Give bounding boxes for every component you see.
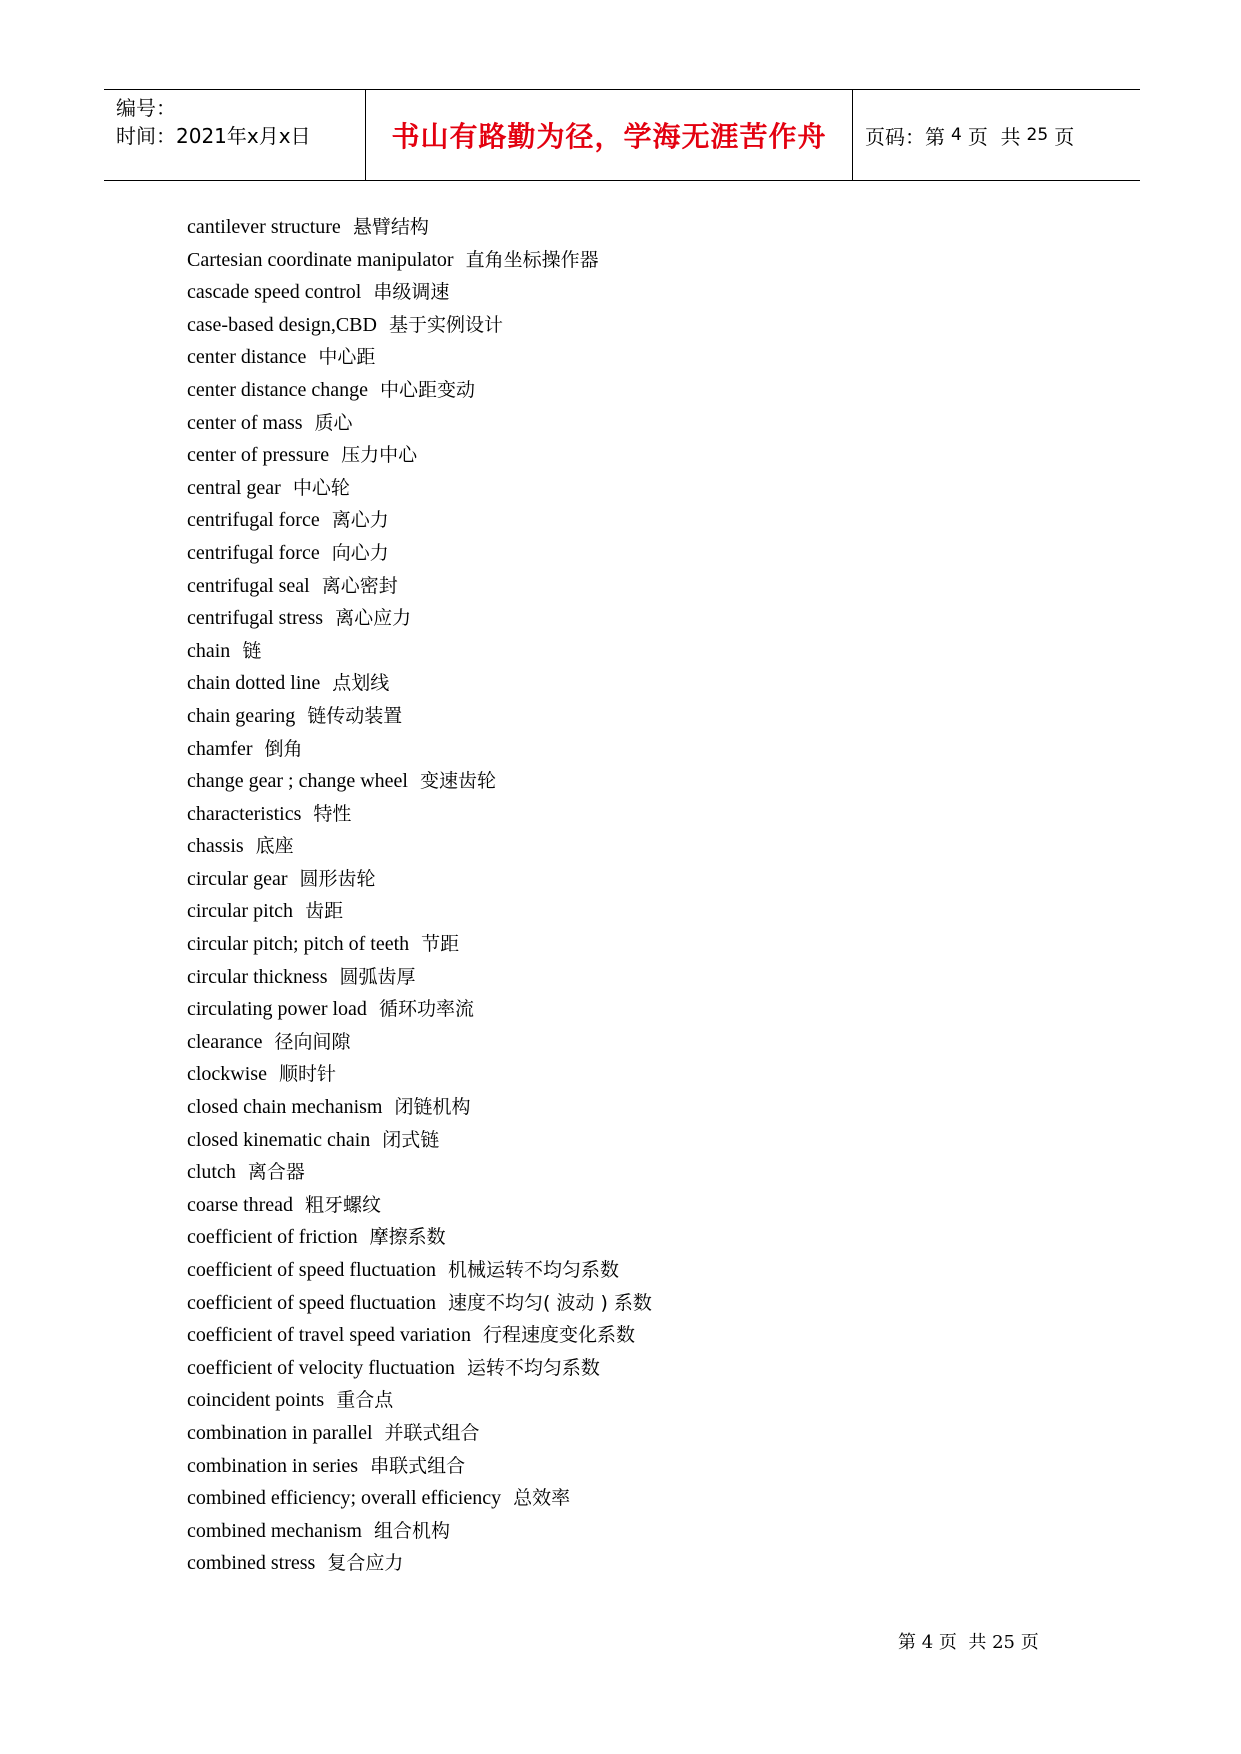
entry-english: circulating power load <box>187 998 367 1021</box>
document-time-label: 时间：2021年x月x日 <box>116 124 311 148</box>
glossary-entry <box>187 504 1087 537</box>
entry-chinese: 向心力 <box>331 541 389 564</box>
entry-english: center of pressure <box>187 444 330 467</box>
glossary-entry <box>187 1287 1087 1320</box>
glossary-entry <box>187 733 1087 766</box>
entry-english: coefficient of travel speed variation <box>187 1324 471 1347</box>
glossary-entry <box>187 537 1087 570</box>
glossary-entry <box>187 1450 1087 1483</box>
entry-english: characteristics <box>187 802 302 825</box>
entry-chinese: 粗牙螺纹 <box>305 1193 382 1216</box>
entry-english: coefficient of speed fluctuation <box>187 1291 436 1314</box>
entry-chinese: 速度不均匀( 波动 ) 系数 <box>447 1291 652 1314</box>
entry-chinese: 闭式链 <box>382 1128 440 1151</box>
entry-chinese: 变速齿轮 <box>420 770 497 793</box>
entry-chinese: 链 <box>242 639 262 662</box>
glossary-entry <box>187 700 1087 733</box>
entry-english: chassis <box>187 835 244 858</box>
footer-suffix: 页 <box>1020 1632 1039 1653</box>
glossary-entry <box>187 407 1087 440</box>
entry-chinese: 离合器 <box>247 1161 305 1184</box>
glossary-entry <box>187 1547 1087 1580</box>
entry-english: coefficient of velocity fluctuation <box>187 1356 455 1379</box>
entry-chinese: 倒角 <box>264 737 303 760</box>
glossary-entry <box>187 602 1087 635</box>
glossary-entry <box>187 1384 1087 1417</box>
entry-chinese: 直角坐标操作器 <box>465 248 599 271</box>
page-code-label: 页码：第 <box>865 124 945 149</box>
page-code-suffix: 页 <box>1054 124 1075 149</box>
entry-chinese: 基于实例设计 <box>388 313 503 336</box>
entry-english: circular pitch; pitch of teeth <box>187 933 410 956</box>
entry-chinese: 复合应力 <box>327 1552 404 1575</box>
entry-english: clutch <box>187 1161 236 1184</box>
entry-chinese: 并联式组合 <box>384 1421 480 1444</box>
glossary-entry <box>187 570 1087 603</box>
entry-chinese: 特性 <box>313 802 352 825</box>
footer-mid: 页 共 <box>938 1632 987 1653</box>
entry-chinese: 闭链机构 <box>394 1096 471 1119</box>
glossary-entry <box>187 667 1087 700</box>
glossary-entry <box>187 1026 1087 1059</box>
entry-english: centrifugal force <box>187 541 320 564</box>
glossary-entry <box>187 439 1087 472</box>
entry-english: coarse thread <box>187 1193 294 1216</box>
entry-english: cantilever structure <box>187 216 341 238</box>
glossary-entry <box>187 276 1087 309</box>
footer-current-page: 4 <box>921 1632 934 1653</box>
entry-chinese: 离心应力 <box>335 607 412 630</box>
entry-english: chain <box>187 639 231 662</box>
entry-english: center distance change <box>187 378 369 401</box>
entry-chinese: 行程速度变化系数 <box>482 1324 635 1347</box>
glossary-entry <box>187 309 1087 342</box>
entry-chinese: 摩擦系数 <box>369 1226 446 1249</box>
entry-english: chain dotted line <box>187 672 321 695</box>
entry-english: central gear <box>187 476 281 499</box>
header-page-code <box>853 90 1140 180</box>
entry-chinese: 圆形齿轮 <box>299 867 376 890</box>
entry-english: case-based design,CBD <box>187 313 377 336</box>
header-total-pages: 25 <box>1026 125 1049 145</box>
glossary-entry <box>187 993 1087 1026</box>
glossary-entry <box>187 1058 1087 1091</box>
glossary-entry <box>187 830 1087 863</box>
glossary-entry <box>187 1091 1087 1124</box>
entry-chinese: 中心距变动 <box>380 378 476 401</box>
glossary-entry <box>187 211 1087 244</box>
entry-chinese: 链传动装置 <box>307 704 403 727</box>
entry-english: combination in parallel <box>187 1421 373 1444</box>
glossary-entry <box>187 1515 1087 1548</box>
glossary-entry <box>187 341 1087 374</box>
entry-english: clearance <box>187 1030 263 1053</box>
entry-english: coefficient of friction <box>187 1226 358 1249</box>
entry-english: combined stress <box>187 1552 316 1575</box>
entry-chinese: 压力中心 <box>341 444 418 467</box>
glossary-entry <box>187 765 1087 798</box>
entry-chinese: 机械运转不均匀系数 <box>447 1259 619 1281</box>
entry-chinese: 圆弧齿厚 <box>339 965 416 988</box>
entry-chinese: 中心距 <box>318 346 376 369</box>
entry-chinese: 质心 <box>314 411 353 434</box>
glossary-entry <box>187 1124 1087 1157</box>
entry-chinese: 串联式组合 <box>370 1454 466 1477</box>
entry-chinese: 总效率 <box>513 1487 571 1510</box>
entry-english: cascade speed control <box>187 281 362 304</box>
glossary-entry <box>187 1189 1087 1222</box>
entry-chinese: 串级调速 <box>373 281 450 304</box>
entry-english: chamfer <box>187 737 253 760</box>
entry-english: coincident points <box>187 1389 325 1412</box>
header-current-page: 4 <box>951 125 962 145</box>
entry-chinese: 悬臂结构 <box>352 216 429 238</box>
glossary-list <box>187 211 1087 1580</box>
entry-english: closed kinematic chain <box>187 1128 371 1151</box>
glossary-entry <box>187 1156 1087 1189</box>
page-footer <box>898 1628 1039 1654</box>
entry-english: chain gearing <box>187 704 296 727</box>
glossary-entry <box>187 798 1087 831</box>
entry-english: centrifugal seal <box>187 574 310 597</box>
footer-prefix: 第 <box>898 1632 916 1653</box>
glossary-entry <box>187 1417 1087 1450</box>
glossary-entry <box>187 895 1087 928</box>
glossary-entry <box>187 1254 1087 1287</box>
entry-chinese: 重合点 <box>336 1389 394 1412</box>
entry-chinese: 节距 <box>421 933 460 956</box>
glossary-entry <box>187 635 1087 668</box>
glossary-entry <box>187 928 1087 961</box>
header-info <box>104 90 366 180</box>
entry-english: circular gear <box>187 867 288 890</box>
entry-chinese: 点划线 <box>332 672 390 695</box>
entry-chinese: 组合机构 <box>373 1519 450 1542</box>
entry-chinese: 中心轮 <box>292 476 350 499</box>
page-header <box>104 89 1140 181</box>
entry-chinese: 运转不均匀系数 <box>466 1356 600 1379</box>
page-code-mid: 页 共 <box>967 124 1021 149</box>
entry-english: coefficient of speed fluctuation <box>187 1259 436 1281</box>
entry-chinese: 循环功率流 <box>378 998 474 1021</box>
entry-english: circular pitch <box>187 900 294 923</box>
entry-chinese: 底座 <box>255 835 294 858</box>
header-motto: 书山有路勤为径，学海无涯苦作舟 <box>366 90 853 180</box>
entry-english: center distance <box>187 346 307 369</box>
entry-english: closed chain mechanism <box>187 1096 383 1119</box>
entry-chinese: 离心密封 <box>321 574 398 597</box>
glossary-entry <box>187 374 1087 407</box>
entry-english: combined mechanism <box>187 1519 362 1542</box>
glossary-entry <box>187 244 1087 277</box>
footer-total-pages: 25 <box>992 1632 1016 1653</box>
glossary-entry <box>187 863 1087 896</box>
document-number-label: 编号： <box>116 96 176 120</box>
entry-english: clockwise <box>187 1063 267 1086</box>
entry-chinese: 齿距 <box>305 900 344 923</box>
entry-english: Cartesian coordinate manipulator <box>187 248 454 271</box>
glossary-entry <box>187 1352 1087 1385</box>
entry-chinese: 离心力 <box>331 509 389 532</box>
entry-english: centrifugal stress <box>187 607 324 630</box>
entry-english: circular thickness <box>187 965 328 988</box>
entry-english: center of mass <box>187 411 303 434</box>
entry-english: combination in series <box>187 1454 359 1477</box>
glossary-entry <box>187 472 1087 505</box>
entry-chinese: 径向间隙 <box>274 1030 351 1053</box>
glossary-entry <box>187 1319 1087 1352</box>
glossary-entry <box>187 961 1087 994</box>
glossary-entry <box>187 1482 1087 1515</box>
entry-english: change gear ; change wheel <box>187 770 408 793</box>
entry-english: combined efficiency; overall efficiency <box>187 1487 502 1510</box>
entry-chinese: 顺时针 <box>278 1063 336 1086</box>
entry-english: centrifugal force <box>187 509 320 532</box>
glossary-entry <box>187 1221 1087 1254</box>
